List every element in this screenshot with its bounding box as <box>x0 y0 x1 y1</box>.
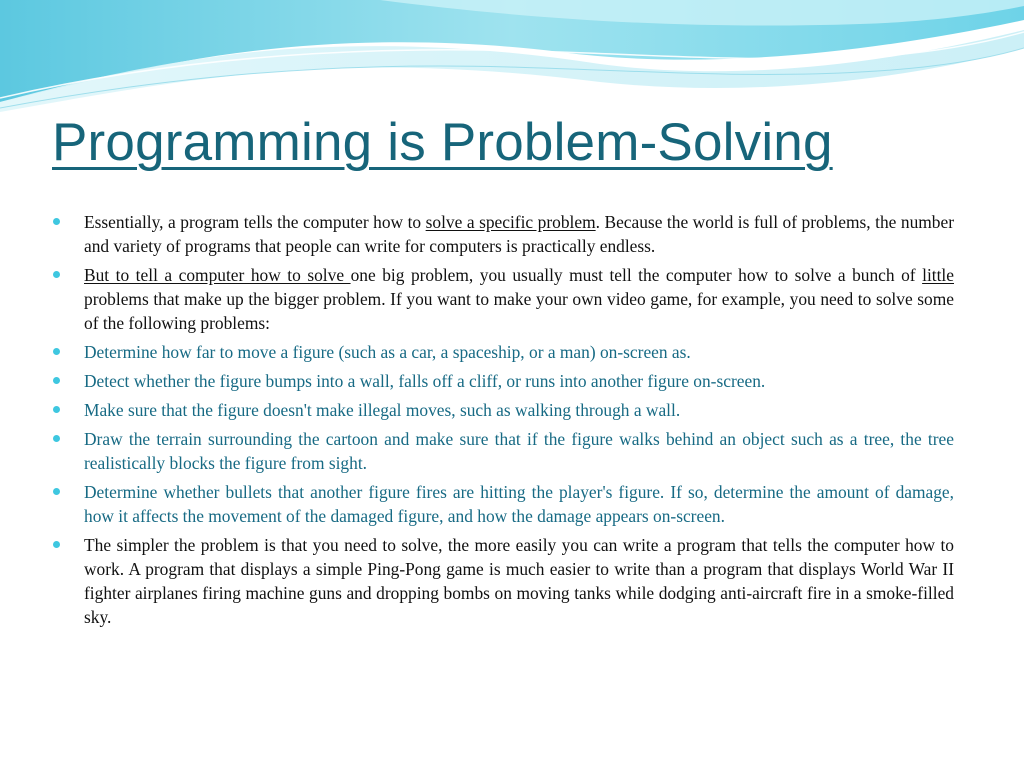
bullet-item <box>52 210 954 258</box>
bullet-list <box>52 210 954 634</box>
bullet-text: one big problem, you usually must tell the computer how to solve a bunch of <box>350 265 923 285</box>
bullet-icon <box>53 271 60 278</box>
underlined-phrase: little <box>922 265 954 285</box>
bullet-item <box>52 398 954 422</box>
bullet-item <box>52 340 954 364</box>
bullet-text: . Because the world is full of problems, the number and variety of programs that people can write for computers is practically endless. <box>84 212 954 256</box>
bullet-icon <box>53 377 60 384</box>
bullet-text: Determine whether bullets that another figure fires are hitting the player's figure. If so, determine the amount of damage, how it affects the movement of the damaged figure, and how the damage appears on-screen. <box>84 482 954 526</box>
slide-title: Programming is Problem-Solving <box>52 113 833 172</box>
bullet-text: Detect whether the figure bumps into a wall, falls off a cliff, or runs into another figure on-screen. <box>84 371 766 391</box>
bullet-item <box>52 533 954 629</box>
decorative-wave-header <box>0 0 1024 120</box>
bullet-item <box>52 480 954 528</box>
underlined-phrase: But to tell a computer how to solve <box>84 265 351 285</box>
bullet-text: Determine how far to move a figure (such as a car, a spaceship, or a man) on-screen as. <box>84 342 691 362</box>
bullet-icon <box>53 406 60 413</box>
bullet-item <box>52 427 954 475</box>
bullet-item <box>52 369 954 393</box>
bullet-icon <box>53 218 60 225</box>
underlined-phrase: solve a specific problem <box>425 212 596 232</box>
bullet-icon <box>53 541 60 548</box>
bullet-text: problems that make up the bigger problem. If you want to make your own video game, for example, you need to solve some of the following problems: <box>84 289 954 333</box>
bullet-text: Essentially, a program tells the computer how to <box>84 212 426 232</box>
bullet-text: The simpler the problem is that you need to solve, the more easily you can write a program that tells the computer how to work. A program that displays a simple Ping-Pong game is much easier to write than a program that displays World War II fighter airplanes firing machine guns and dropping bombs on moving tanks while dodging anti-aircraft fire in a smoke-filled sky. <box>84 535 954 627</box>
bullet-icon <box>53 348 60 355</box>
bullet-icon <box>53 435 60 442</box>
bullet-text: Make sure that the figure doesn't make illegal moves, such as walking through a wall. <box>84 400 681 420</box>
bullet-text: Draw the terrain surrounding the cartoon and make sure that if the figure walks behind an object such as a tree, the tree realistically blocks the figure from sight. <box>84 429 954 473</box>
bullet-icon <box>53 488 60 495</box>
bullet-item <box>52 263 954 335</box>
